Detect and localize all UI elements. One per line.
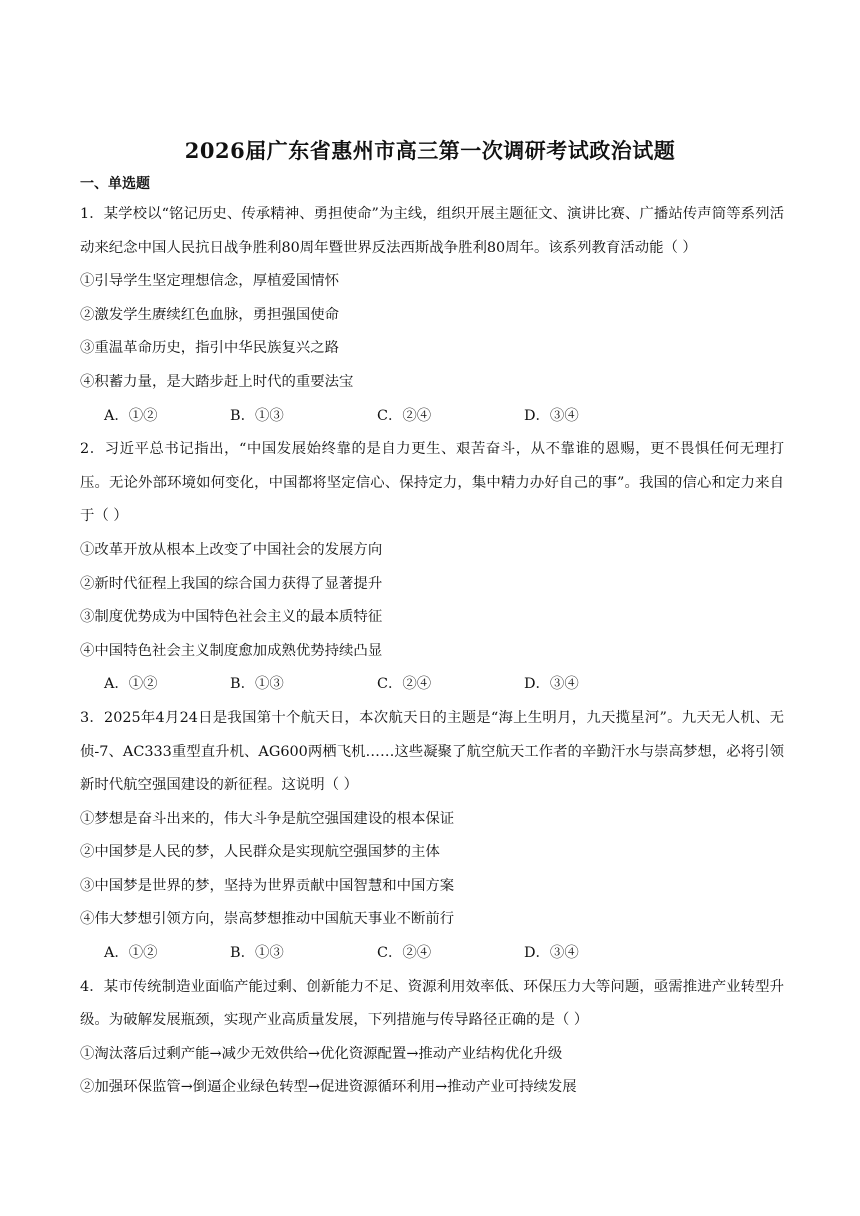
choice-d: D．③④ <box>524 407 579 424</box>
choice-d: D．③④ <box>524 676 579 693</box>
question-stem: 2．习近平总书记指出，“中国发展始终靠的是自力更生、艰苦奋斗，从不靠谁的恩赐，更不畏惧任何无理打压。无论外部环境如何变化，中国都将坚定信心、保持定力，集中精力办好自己的事”。我国的信心和定力来自于（ ） <box>80 441 784 525</box>
statement-option: ③中国梦是世界的梦，坚持为世界贡献中国智慧和中国方案 <box>80 877 455 894</box>
statement-option: ③制度优势成为中国特色社会主义的最本质特征 <box>80 609 383 626</box>
question-2 <box>80 433 784 702</box>
question-4 <box>80 971 784 1105</box>
answer-choices <box>80 668 784 702</box>
choice-c: C．②④ <box>377 945 432 962</box>
choice-a: A．①② <box>104 676 158 693</box>
choice-b: B．①③ <box>230 945 284 962</box>
question-3 <box>80 702 784 971</box>
question-1 <box>80 198 784 433</box>
section-heading: 一、单选题 <box>80 176 150 192</box>
choice-b: B．①③ <box>230 676 284 693</box>
answer-choices <box>80 400 784 434</box>
statement-option: ④中国特色社会主义制度愈加成熟优势持续凸显 <box>80 642 383 659</box>
statement-option: ①淘汰落后过剩产能→减少无效供给→优化资源配置→推动产业结构优化升级 <box>80 1045 563 1062</box>
choice-c: C．②④ <box>377 676 432 693</box>
choice-b: B．①③ <box>230 407 284 424</box>
statement-option: ①梦想是奋斗出来的，伟大斗争是航空强国建设的根本保证 <box>80 810 455 827</box>
choice-a: A．①② <box>104 945 158 962</box>
statement-option: ①改革开放从根本上改变了中国社会的发展方向 <box>80 541 383 558</box>
choice-d: D．③④ <box>524 945 579 962</box>
question-stem: 1．某学校以“铭记历史、传承精神、勇担使命”为主线，组织开展主题征文、演讲比赛、广播站传声筒等系列活动来纪念中国人民抗日战争胜利80周年暨世界反法西斯战争胜利80周年。该系列教育活动能（ ） <box>80 206 784 256</box>
question-stem: 3．2025年4月24日是我国第十个航天日，本次航天日的主题是“海上生明月，九天揽星河”。九天无人机、无侦-7、AC333重型直升机、AG600两栖飞机……这些凝聚了航空航天工作者的辛勤汗水与崇高梦想，必将引领新时代航空强国建设的新征程。这说明（ ） <box>80 709 784 794</box>
exam-title: 2026届广东省惠州市高三第一次调研考试政治试题 <box>184 138 676 163</box>
statement-option: ②新时代征程上我国的综合国力获得了显著提升 <box>80 575 383 592</box>
question-stem: 4．某市传统制造业面临产能过剩、创新能力不足、资源利用效率低、环保压力大等问题，亟需推进产业转型升级。为破解发展瓶颈，实现产业高质量发展，下列措施与传导路径正确的是（ ） <box>80 978 784 1029</box>
statement-option: ④积蓄力量，是大踏步赶上时代的重要法宝 <box>80 373 354 390</box>
statement-option: ②中国梦是人民的梦，人民群众是实现航空强国梦的主体 <box>80 844 440 861</box>
statement-option: ④伟大梦想引领方向，崇高梦想推动中国航天事业不断前行 <box>80 911 455 928</box>
statement-option: ①引导学生坚定理想信念，厚植爱国情怀 <box>80 273 340 290</box>
statement-option: ②激发学生赓续红色血脉，勇担强国使命 <box>80 306 340 323</box>
choice-a: A．①② <box>104 407 158 424</box>
choice-c: C．②④ <box>377 407 432 424</box>
statement-option: ②加强环保监管→倒逼企业绿色转型→促进资源循环利用→推动产业可持续发展 <box>80 1079 577 1096</box>
statement-option: ③重温革命历史，指引中华民族复兴之路 <box>80 340 340 357</box>
answer-choices <box>80 937 784 971</box>
question-list <box>80 198 784 1105</box>
